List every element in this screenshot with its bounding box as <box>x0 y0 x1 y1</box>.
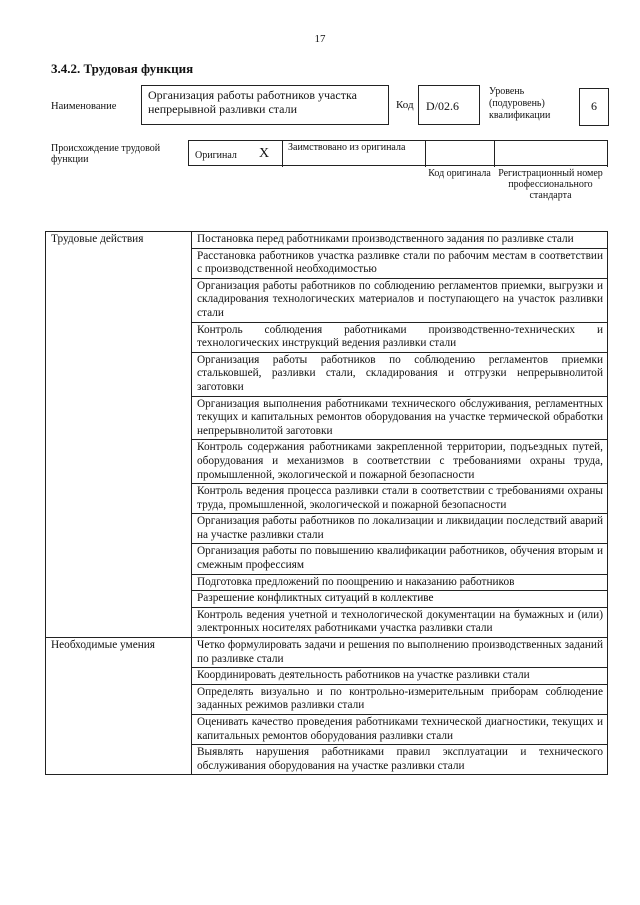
labor-action-item: Разрешение конфликтных ситуаций в коллективе <box>192 591 608 608</box>
labor-action-item: Подготовка предложений по поощрению и наказанию работников <box>192 574 608 591</box>
skill-item: Выявлять нарушения работниками правил эксплуатации и технического обслуживания оборудования на участке разливки стали <box>192 745 608 775</box>
reg-number-label: Регистрационный номер профессионального стандарта <box>498 168 603 201</box>
code-label: Код <box>396 99 414 111</box>
original-label: Оригинал <box>195 150 237 161</box>
reg-number-cell <box>495 141 608 167</box>
borrowed-label: Заимствовано из оригинала <box>288 142 406 153</box>
level-value: 6 <box>591 99 597 113</box>
labor-action-item: Организация работы работников по соблюдению регламентов приемки, выгрузки и складирования технологических материалов и поступающего на участок разливки стали <box>192 278 608 322</box>
labor-action-item: Постановка перед работниками производственного задания по разливке стали <box>192 232 608 249</box>
labor-action-item: Контроль содержания работниками закрепленной территории, подъездных путей, оборудования и механизмов в соответствии с требованиями охраны труда, промышленной, экологической и пожарной безопасности <box>192 440 608 484</box>
skill-item: Оценивать качество проведения работниками технической диагностики, текущих и капитальных ремонтов оборудования разливки стали <box>192 715 608 745</box>
labor-action-item: Расстановка работников участка разливке стали по рабочим местам в соответствии с производственной необходимостью <box>192 248 608 278</box>
name-label: Наименование <box>51 101 117 112</box>
level-box <box>579 88 609 126</box>
code-original-cell <box>426 141 495 167</box>
skill-row <box>46 638 608 668</box>
code-value: D/02.6 <box>426 99 459 113</box>
skill-item: Определять визуально и по контрольно-измерительным приборам соблюдение заданных режимов разливки стали <box>192 684 608 714</box>
labor-action-row <box>46 232 608 249</box>
labor-action-item: Организация выполнения работниками технического обслуживания, регламентных текущих и капитальных ремонтов оборудования на участке термической обработки непрерывнолитой заготовки <box>192 396 608 440</box>
origin-row <box>188 140 608 166</box>
labor-action-item: Организация работы по повышению квалификации работников, обучения вторым и смежным профессиям <box>192 544 608 574</box>
function-name-box <box>141 85 389 125</box>
skill-item: Координировать деятельность работников на участке разливки стали <box>192 668 608 685</box>
skill-label: Необходимые умения <box>46 638 192 775</box>
page-number: 17 <box>314 33 326 45</box>
level-label: Уровень (подуровень) квалификации <box>489 86 551 121</box>
labor-action-item: Контроль ведения процесса разливки стали в соответствии с требованиями охраны труда, промышленной, экологической и пожарной безопасности <box>192 484 608 514</box>
skill-item: Четко формулировать задачи и решения по выполнению производственных заданий по разливке стали <box>192 638 608 668</box>
labor-action-item: Организация работы работников по соблюдению регламентов приемки стальковшей, разливки стали, складирования и отгрузки непрерывнолитой заготовки <box>192 352 608 396</box>
original-mark: X <box>259 146 270 161</box>
borrowed-cell <box>283 141 426 167</box>
labor-action-item: Организация работы работников по локализации и ликвидации последствий аварий на участке разливки стали <box>192 514 608 544</box>
labor-function-table <box>45 231 608 775</box>
function-name: Организация работы работников участка непрерывной разливки стали <box>148 88 357 116</box>
labor-action-label: Трудовые действия <box>46 232 192 638</box>
section-title: 3.4.2. Трудовая функция <box>51 61 194 76</box>
labor-action-item: Контроль соблюдения работниками производственно-технических и технологических инструкций ведения разливки стали <box>192 322 608 352</box>
origin-label: Происхождение трудовой функции <box>51 143 161 165</box>
labor-action-item: Контроль ведения учетной и технологической документации на бумажных и (или) электронных носителях работниками участка разливки стали <box>192 607 608 637</box>
code-original-label: Код оригинала <box>428 168 491 179</box>
original-cell <box>189 141 283 167</box>
code-box <box>418 85 480 125</box>
